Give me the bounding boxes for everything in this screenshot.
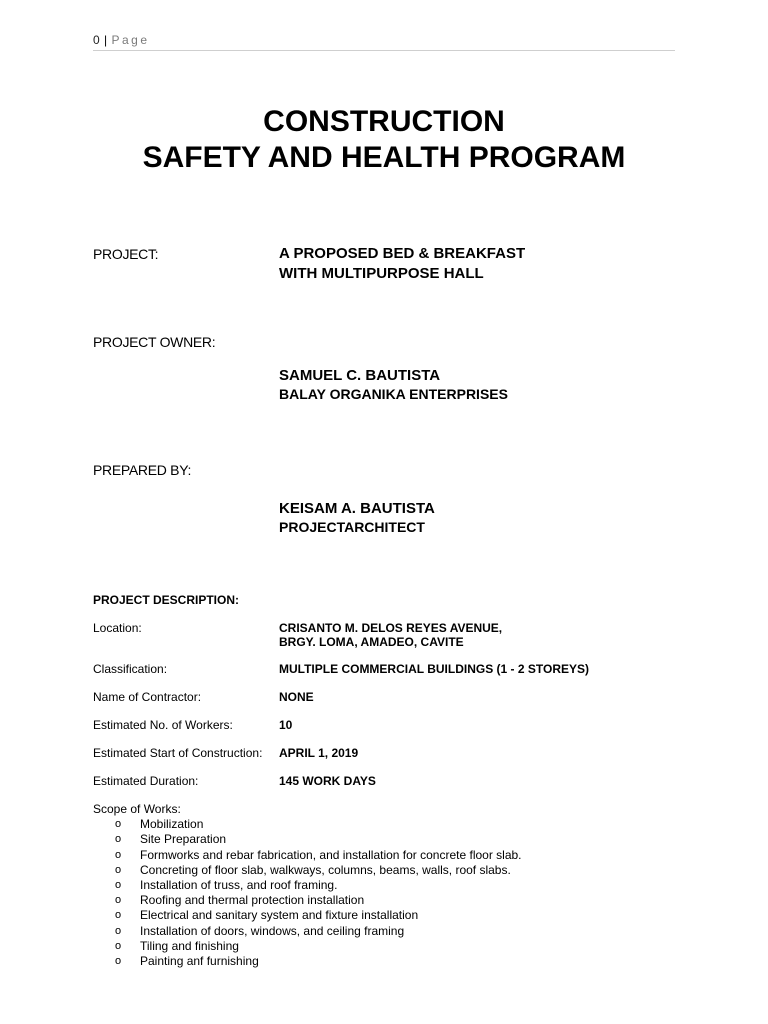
preparer-name: KEISAM A. BAUTISTA [279,500,435,517]
scope-of-works [93,802,522,969]
description-heading: PROJECT DESCRIPTION: [93,593,240,607]
contractor-label: Name of Contractor: [93,690,202,704]
list-item: o Concreting of floor slab, walkways, columns, beams, walls, roof slabs. [115,862,511,877]
location-row [93,621,693,651]
start-value: APRIL 1, 2019 [279,746,359,760]
scope-label: Scope of Works: [93,802,181,816]
contractor-value: NONE [279,690,314,704]
preparer-role: PROJECTARCHITECT [279,519,425,535]
bullet-icon: o [115,939,122,952]
title-line-2: SAFETY AND HEALTH PROGRAM [142,141,626,174]
owner-info [279,366,508,403]
location-label: Location: [93,621,142,635]
prepared-info [279,499,435,536]
project-label: PROJECT: [93,246,159,262]
list-item: o Tiling and finishing [115,938,239,953]
owner-company: BALAY ORGANIKA ENTERPRISES [279,386,508,402]
owner-label: PROJECT OWNER: [93,334,216,350]
bullet-icon: o [115,879,122,892]
list-item: o Painting anf furnishing [115,954,259,969]
bullet-icon: o [115,924,122,937]
duration-row [93,774,693,790]
bullet-icon: o [115,894,122,907]
contractor-row [93,690,693,706]
project-name-line-2: WITH MULTIPURPOSE HALL [279,265,484,282]
list-item: o Installation of truss, and roof framing. [115,878,338,893]
duration-label: Estimated Duration: [93,774,199,788]
workers-row [93,718,693,734]
prepared-label: PREPARED BY: [93,462,192,478]
start-row [93,746,693,762]
list-item: o Electrical and sanitary system and fixture installation [115,908,419,923]
workers-value: 10 [279,718,293,732]
location-value [279,621,502,649]
list-item: o Roofing and thermal protection installation [115,893,365,908]
start-label: Estimated Start of Construction: [93,746,263,760]
location-line-1: CRISANTO M. DELOS REYES AVENUE, [279,621,503,635]
list-item: o Formworks and rebar fabrication, and installation for concrete floor slab. [115,847,522,862]
page-number: 0 [93,33,101,47]
title-line-1: CONSTRUCTION [263,105,505,138]
duration-value: 145 WORK DAYS [279,774,376,788]
scope-list [93,817,522,969]
bullet-icon: o [115,955,122,968]
list-item: o Mobilization [115,817,204,832]
location-line-2: BRGY. LOMA, AMADEO, CAVITE [279,635,464,649]
list-item: o Site Preparation [115,832,227,847]
classification-label: Classification: [93,662,168,676]
list-item: o Installation of doors, windows, and ceiling framing [115,923,405,938]
owner-name: SAMUEL C. BAUTISTA [279,367,441,384]
page-header [93,33,675,51]
bullet-icon: o [115,833,122,846]
document-title [0,104,768,176]
page-word: Page [111,33,150,47]
bullet-icon: o [115,909,122,922]
bullet-icon: o [115,818,122,831]
classification-row [93,662,693,678]
project-name [279,244,525,284]
bullet-icon: o [115,848,122,861]
bullet-icon: o [115,863,122,876]
header-separator: | [104,33,108,47]
workers-label: Estimated No. of Workers: [93,718,233,732]
project-name-line-1: A PROPOSED BED & BREAKFAST [279,245,526,262]
classification-value: MULTIPLE COMMERCIAL BUILDINGS (1 - 2 STOREYS) [279,662,590,676]
